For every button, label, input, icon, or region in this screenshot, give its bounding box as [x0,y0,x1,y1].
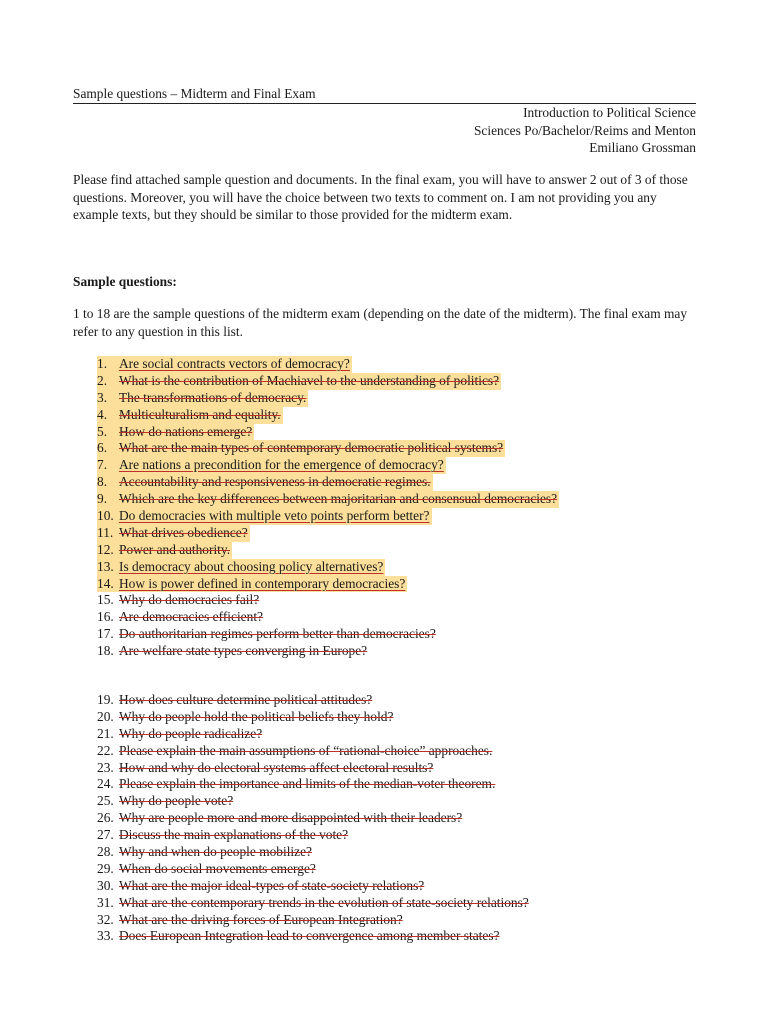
question-number: 12. [97,541,114,557]
question-text [97,760,435,777]
question-text [97,559,385,576]
question-number: 7. [97,457,108,473]
question-number: 15. [97,592,114,608]
question-number: 30. [97,877,114,893]
question-number: 6. [97,440,108,456]
question-text [97,373,501,390]
question-label: Which are the key differences between majoritarian and consensual democracies? [119,491,558,507]
question-text [97,592,261,609]
question-label: Why do people vote? [119,793,234,809]
question-item [97,692,531,709]
question-item [97,559,559,576]
question-label: Please explain the importance and limits of the median-voter theorem. [119,776,496,792]
question-number: 4. [97,406,108,422]
question-text [97,424,254,441]
question-number: 14. [97,575,114,591]
question-item [97,895,531,912]
question-text [97,776,497,793]
question-label: How do nations emerge? [119,423,253,439]
question-text [97,525,250,542]
question-label: What is the contribution of Machiavel to the understanding of politics? [119,372,500,388]
question-number: 21. [97,725,114,741]
question-text [97,793,235,810]
question-item [97,576,559,593]
note-paragraph: 1 to 18 are the sample questions of the midterm exam (depending on the date of the midterm). The final exam may refer to any question in this list. [73,306,688,339]
question-text [97,576,407,593]
question-text [97,810,464,827]
question-item [97,844,531,861]
question-label: Are social contracts vectors of democracy? [119,356,350,371]
question-item [97,542,559,559]
question-label: Does European Integration lead to convergence among member states? [119,928,500,944]
question-item [97,726,531,743]
question-number: 13. [97,558,114,574]
question-label: When do social movements emerge? [119,860,316,876]
course-info [474,104,696,157]
question-number: 3. [97,389,108,405]
question-text [97,407,283,424]
question-text [97,491,559,508]
question-text [97,692,374,709]
question-text [97,844,314,861]
question-label: Do authoritarian regimes perform better than democracies? [119,626,436,642]
question-number: 10. [97,508,114,524]
question-label: How does culture determine political attitudes? [119,692,373,707]
question-text [97,508,432,525]
question-text [97,457,446,474]
question-item [97,508,559,525]
question-label: Are democracies efficient? [119,609,263,625]
question-label: Multiculturalism and equality. [119,406,281,422]
question-number: 16. [97,609,114,625]
question-number: 1. [97,356,108,371]
question-list-final [97,692,531,945]
question-number: 31. [97,894,114,910]
question-item [97,743,531,760]
question-text [97,928,502,945]
question-text [97,609,265,626]
question-number: 2. [97,372,108,388]
question-number: 27. [97,827,114,843]
question-label: Why do democracies fail? [119,592,260,608]
question-label: Why are people more and more disappointed with their leaders? [119,810,463,826]
question-text [97,827,350,844]
question-number: 8. [97,474,108,490]
question-item [97,928,531,945]
question-number: 26. [97,810,114,826]
question-text [97,356,352,373]
document-title: Sample questions – Midterm and Final Exam [73,86,316,101]
question-number: 5. [97,423,108,439]
question-label: Please explain the main assumptions of “rational-choice” approaches. [119,742,493,758]
question-label: Are welfare state types converging in Europe? [119,643,368,659]
question-number: 33. [97,928,114,944]
course-name: Introduction to Political Science [523,105,696,120]
question-text [97,626,438,643]
question-item [97,457,559,474]
question-item [97,709,531,726]
question-text [97,743,494,760]
question-label: What are the major ideal-types of state-society relations? [119,877,425,893]
program-name: Sciences Po/Bachelor/Reims and Menton [473,122,696,138]
question-number: 9. [97,491,108,507]
question-label: What are the contemporary trends in the evolution of state-society relations? [119,894,529,910]
question-number: 29. [97,860,114,876]
question-label: Power and authority. [119,541,231,557]
question-text [97,912,405,929]
question-item [97,760,531,777]
question-item [97,491,559,508]
question-text [97,390,308,407]
question-number: 22. [97,742,114,758]
question-item [97,390,559,407]
question-item [97,525,559,542]
question-number: 19. [97,692,114,707]
question-number: 18. [97,643,114,659]
question-item [97,474,559,491]
question-label: Why do people hold the political beliefs they hold? [119,708,394,724]
question-item [97,440,559,457]
question-item [97,424,559,441]
question-item [97,827,531,844]
section-heading: Sample questions: [73,274,177,289]
question-text [97,643,369,660]
question-item [97,356,559,373]
question-number: 23. [97,759,114,775]
question-label: Are nations a precondition for the emergence of democracy? [119,457,444,473]
question-text [97,878,426,895]
question-number: 17. [97,626,114,642]
question-text [97,861,318,878]
question-label: Do democracies with multiple veto points perform better? [119,508,430,524]
question-number: 32. [97,911,114,927]
question-item [97,592,559,609]
question-item [97,810,531,827]
question-text [97,895,531,912]
question-item [97,407,559,424]
question-item [97,609,559,626]
question-label: What are the main types of contemporary democratic political systems? [119,440,504,456]
question-item [97,878,531,895]
question-number: 11. [97,524,114,540]
question-text [97,474,433,491]
question-item [97,861,531,878]
question-label: Accountability and responsiveness in democratic regimes. [119,474,431,490]
question-item [97,373,559,390]
question-item [97,643,559,660]
question-text [97,440,505,457]
question-label: What are the driving forces of European Integration? [119,911,403,927]
question-label: How and why do electoral systems affect electoral results? [119,759,434,775]
question-item [97,793,531,810]
author-name: Emiliano Grossman [589,140,696,155]
question-label: The transformations of democracy. [119,389,307,405]
question-number: 25. [97,793,114,809]
question-text [97,542,232,559]
question-text [97,709,395,726]
question-number: 24. [97,776,114,792]
question-label: Why do people radicalize? [119,725,263,741]
question-label: Why and when do people mobilize? [119,844,312,860]
question-item [97,776,531,793]
intro-paragraph: Please find attached sample question and documents. In the final exam, you will have to answer 2 out of 3 of those questions. Moreover, you will have the choice between two texts to comment on. I am not providing you any example texts, but they should be similar to those provided for the midterm exam. [73,172,688,222]
question-text [97,726,264,743]
question-list-midterm [97,356,559,660]
question-label: How is power defined in contemporary democracies? [119,575,406,591]
question-item [97,626,559,643]
question-number: 28. [97,844,114,860]
question-label: Is democracy about choosing policy alternatives? [119,558,384,574]
question-item [97,912,531,929]
question-number: 20. [97,708,114,724]
question-label: What drives obedience? [119,524,248,540]
question-label: Discuss the main explanations of the vote? [119,827,349,843]
